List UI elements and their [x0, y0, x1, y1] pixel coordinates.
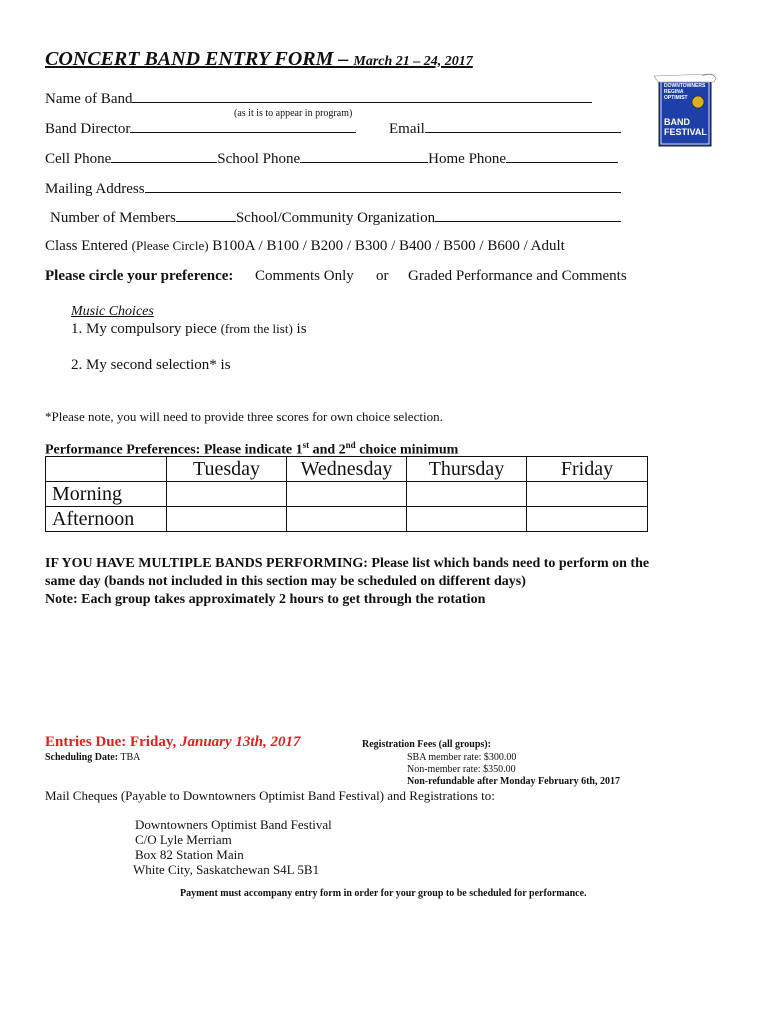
music-item-1: [71, 321, 307, 338]
band-name-field[interactable]: [132, 89, 592, 103]
fee-nonmember: Non-member rate: $350.00: [407, 764, 516, 775]
band-name-row: [45, 89, 592, 108]
address-field[interactable]: [145, 179, 621, 193]
fee-nonrefundable: Non-refundable after Monday February 6th, 2017: [407, 776, 620, 787]
day-thursday: Thursday: [407, 457, 527, 482]
school-phone-label: School Phone: [217, 151, 301, 167]
cell-tuesday-morning[interactable]: [167, 482, 287, 507]
music-choices-heading: Music Choices: [71, 304, 154, 319]
band-name-label: Name of Band: [45, 91, 133, 107]
multiple-bands-line-1: IF YOU HAVE MULTIPLE BANDS PERFORMING: Please list which bands need to perform on the: [45, 556, 650, 571]
preference-or: or: [376, 268, 389, 284]
music-item-1-is: is: [296, 321, 307, 337]
director-row: [45, 119, 356, 138]
address-line-1: Downtowners Optimist Band Festival: [135, 817, 332, 832]
table-header-row: [46, 457, 648, 482]
home-phone-field[interactable]: [506, 149, 618, 163]
time-morning: Morning: [46, 482, 167, 507]
email-label: Email: [389, 121, 425, 137]
director-label: Band Director: [45, 121, 131, 137]
home-phone-label: Home Phone: [428, 151, 507, 167]
members-row: [50, 208, 621, 227]
cell-phone-label: Cell Phone: [45, 151, 112, 167]
logo-line-2: REGINA: [664, 89, 684, 95]
cell-phone-field[interactable]: [111, 149, 217, 163]
org-field[interactable]: [435, 208, 621, 222]
preference-graded[interactable]: Graded Performance and Comments: [408, 268, 627, 284]
payment-note: Payment must accompany entry form in order for your group to be scheduled for performance.: [180, 888, 587, 899]
fee-member: SBA member rate: $300.00: [407, 752, 517, 763]
address-row: [45, 179, 621, 198]
entries-due: Entries Due: Friday, January 13th, 2017: [45, 734, 301, 750]
address-label: Mailing Address: [45, 181, 145, 197]
music-item-2: 2. My second selection* is: [71, 357, 231, 373]
cell-wednesday-morning[interactable]: [287, 482, 407, 507]
school-phone-field[interactable]: [300, 149, 428, 163]
table-row: [46, 482, 648, 507]
performance-schedule-table: [45, 456, 648, 532]
members-field[interactable]: [176, 208, 236, 222]
cell-thursday-afternoon[interactable]: [407, 507, 527, 532]
day-wednesday: Wednesday: [287, 457, 407, 482]
logo-line-5: FESTIVAL: [664, 127, 707, 137]
email-field[interactable]: [425, 119, 621, 133]
band-festival-logo: [652, 72, 718, 148]
multiple-bands-line-2: same day (bands not included in this section may be scheduled on different days): [45, 574, 526, 589]
band-name-note: (as it is to appear in program): [234, 108, 353, 119]
members-label: Number of Members: [50, 210, 176, 226]
preference-label: Please circle your preference:: [45, 268, 234, 284]
day-tuesday: Tuesday: [167, 457, 287, 482]
day-friday: Friday: [527, 457, 648, 482]
table-row: [46, 507, 648, 532]
logo-line-4: BAND: [664, 117, 690, 127]
cell-tuesday-afternoon[interactable]: [167, 507, 287, 532]
cell-thursday-morning[interactable]: [407, 482, 527, 507]
mail-intro: Mail Cheques (Payable to Downtowners Optimist Band Festival) and Registrations to:: [45, 788, 495, 803]
org-label: School/Community Organization: [235, 210, 436, 226]
logo-line-1: DOWNTOWNERS: [664, 83, 706, 89]
cell-friday-afternoon[interactable]: [527, 507, 648, 532]
class-entered-row: [45, 238, 565, 255]
cell-wednesday-afternoon[interactable]: [287, 507, 407, 532]
class-entered-options[interactable]: B100A / B100 / B200 / B300 / B400 / B500 / B600 / Adult: [212, 238, 565, 254]
performance-heading: Performance Preferences: Please indicate 1st and 2nd choice minimum: [45, 440, 459, 458]
address-line-4: White City, Saskatchewan S4L 5B1: [133, 862, 320, 877]
fees-heading: Registration Fees (all groups):: [362, 739, 491, 750]
music-item-1-note: (from the list): [220, 321, 293, 336]
scheduling-date: Scheduling Date: TBA: [45, 752, 141, 763]
class-entered-label: Class Entered: [45, 238, 128, 254]
address-line-3: Box 82 Station Main: [135, 847, 244, 862]
corner-cell: [46, 457, 167, 482]
phone-row: [45, 149, 618, 168]
cell-friday-morning[interactable]: [527, 482, 648, 507]
music-item-1-label: 1. My compulsory piece: [71, 321, 217, 337]
scores-note: *Please note, you will need to provide three scores for own choice selection.: [45, 409, 443, 424]
email-row: [389, 119, 621, 138]
preference-comments-only[interactable]: Comments Only: [255, 268, 354, 284]
form-title: CONCERT BAND ENTRY FORM – March 21 – 24, 2017: [45, 48, 473, 70]
time-afternoon: Afternoon: [46, 507, 167, 532]
address-line-2: C/O Lyle Merriam: [135, 832, 232, 847]
class-entered-note: (Please Circle): [131, 238, 209, 253]
director-field[interactable]: [130, 119, 356, 133]
multiple-bands-line-3: Note: Each group takes approximately 2 hours to get through the rotation: [45, 592, 486, 607]
logo-line-3: OPTIMIST: [664, 95, 688, 101]
